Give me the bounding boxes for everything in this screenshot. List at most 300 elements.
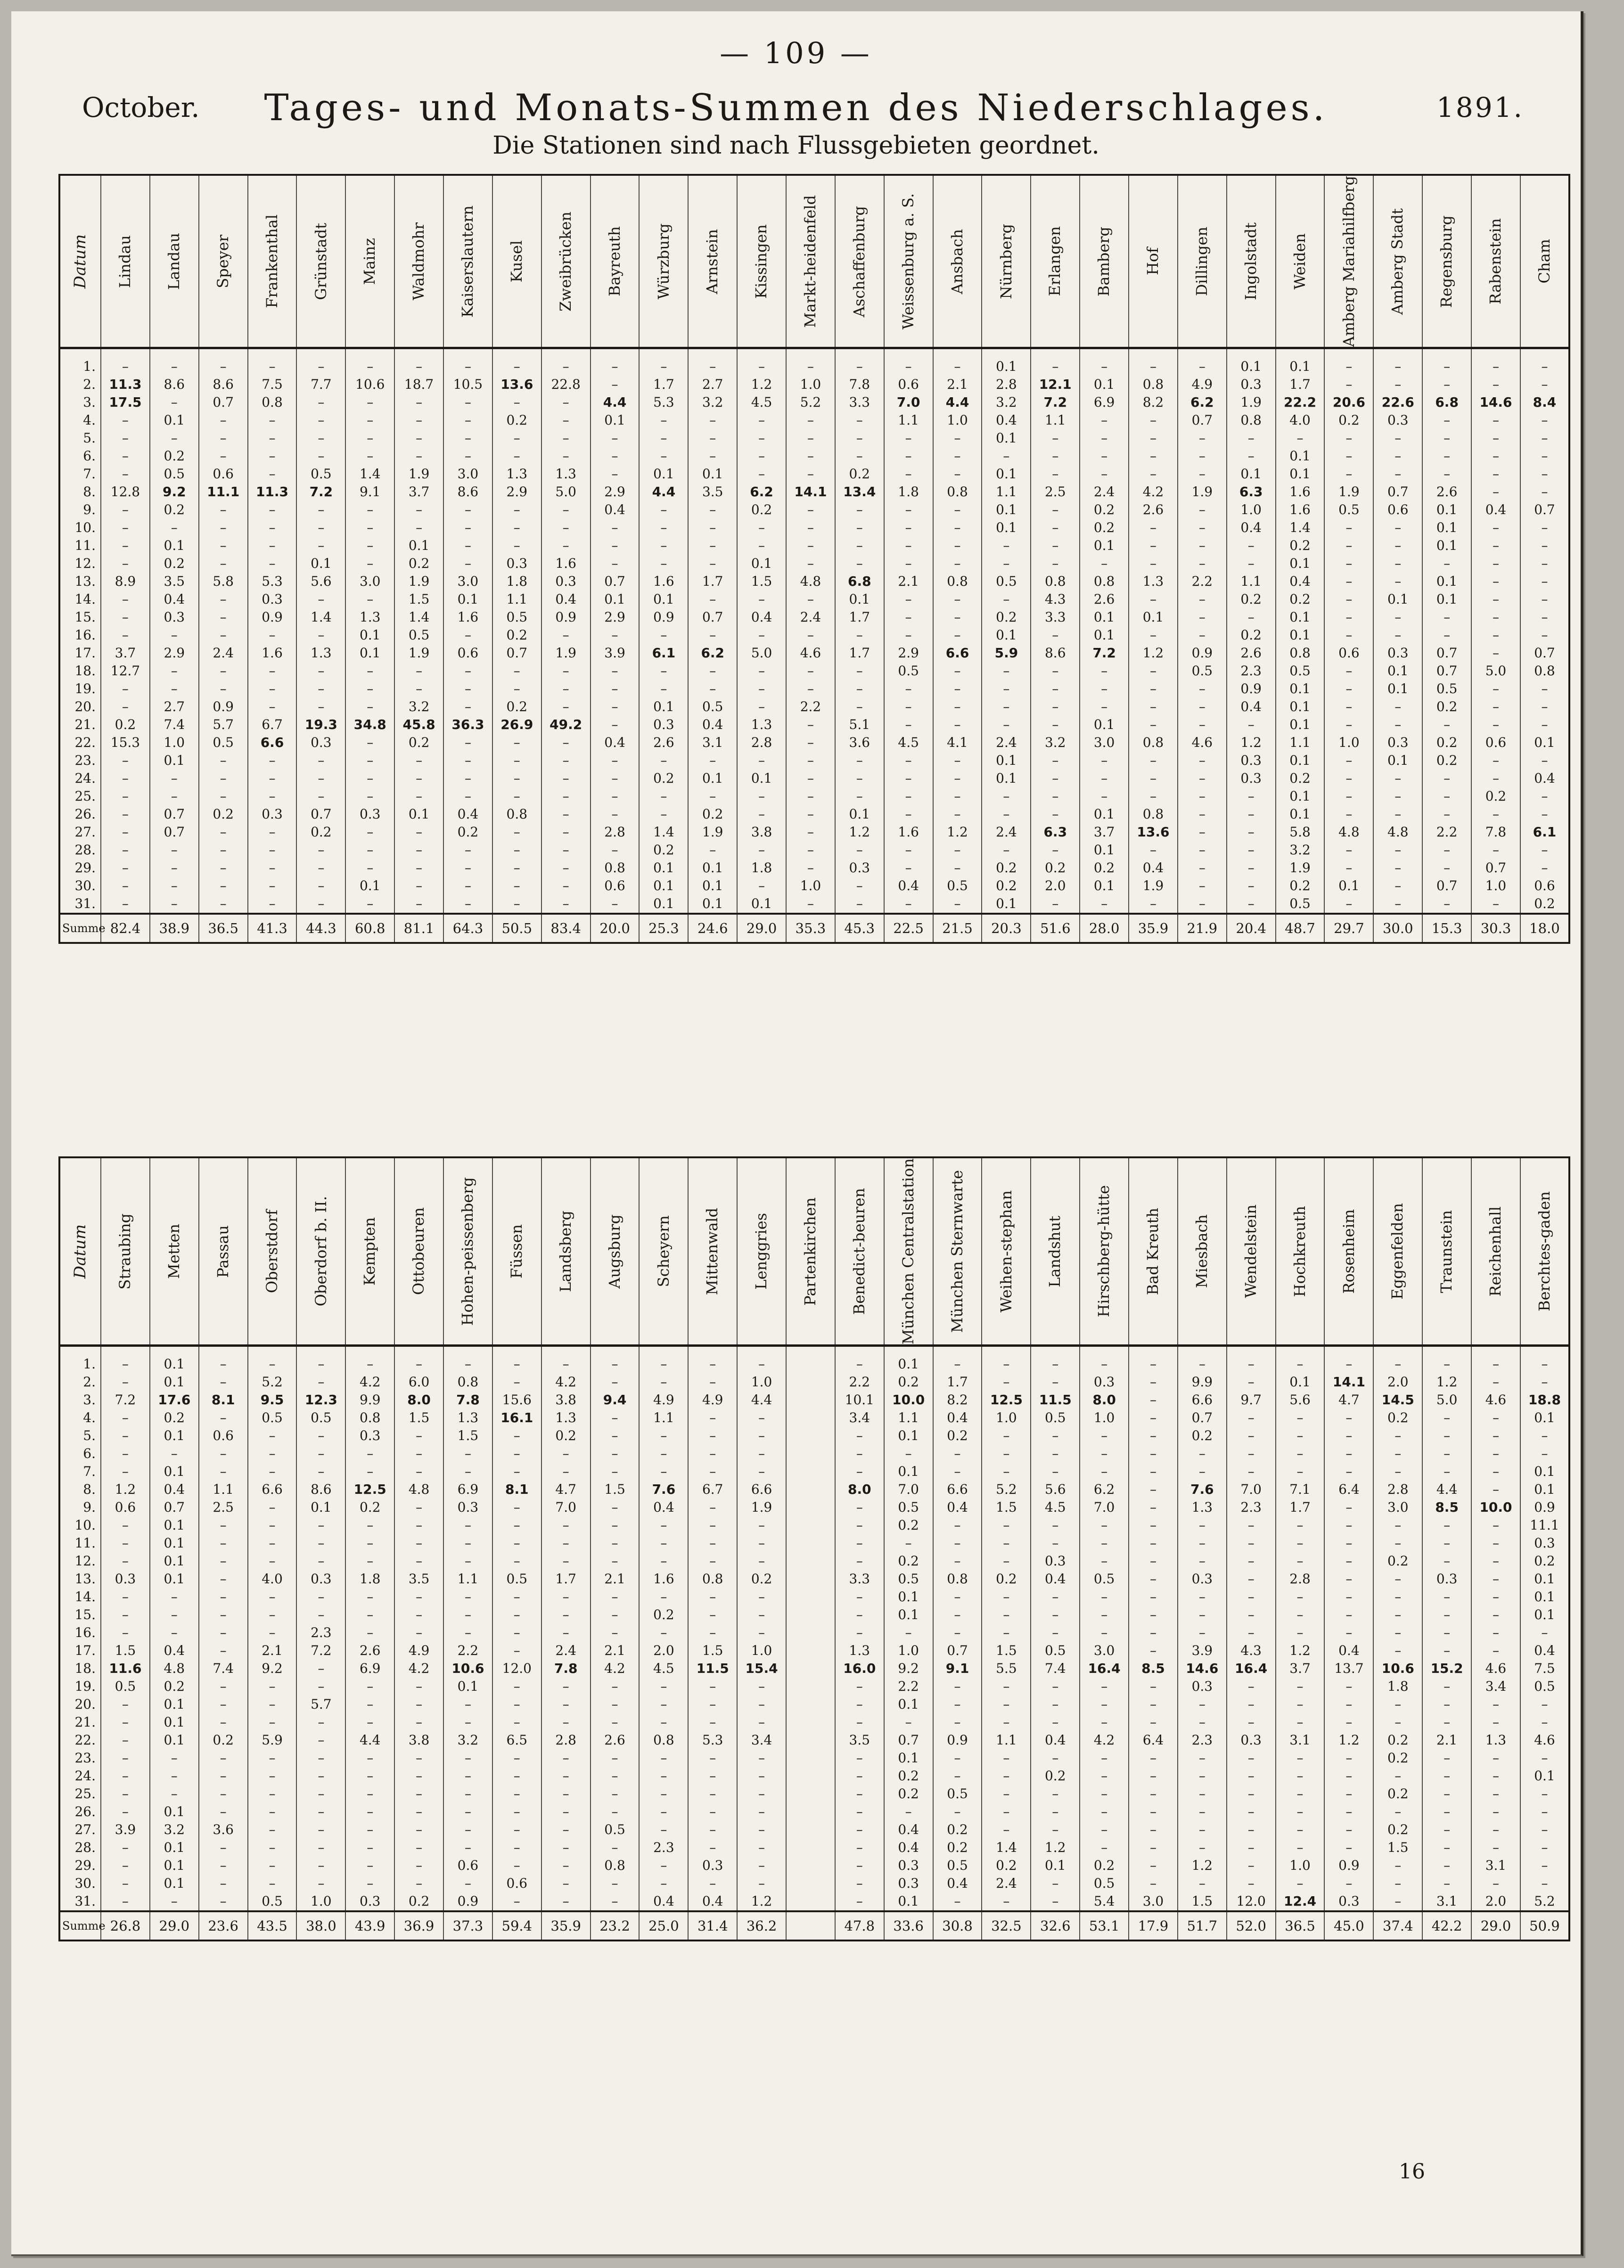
sum-cell: 28.0 [1080, 914, 1129, 943]
sum-cell: 29.0 [1471, 1911, 1520, 1940]
value-cell: 0.1 [639, 895, 688, 914]
page-title: Tages- und Monats-Summen des Niederschlages. [264, 87, 1328, 129]
value-cell: – [1520, 787, 1569, 805]
value-cell: – [296, 1660, 345, 1678]
table-row [59, 716, 1569, 734]
value-cell: – [345, 447, 394, 465]
value-cell: 0.4 [737, 608, 786, 626]
value-cell: – [394, 841, 443, 859]
value-cell: – [688, 841, 737, 859]
value-cell: 11.5 [1031, 1391, 1080, 1409]
value-cell: 0.2 [394, 1892, 443, 1911]
day-cell: 24. [74, 1768, 96, 1784]
value-cell: 14.1 [786, 483, 835, 501]
table-row [59, 1839, 1569, 1857]
value-cell: 2.2 [835, 1373, 884, 1391]
value-cell: – [443, 1606, 492, 1624]
value-cell: 1.9 [394, 573, 443, 590]
station-name: Mittenwald [703, 1207, 722, 1295]
table-row [59, 411, 1569, 429]
value-cell: 0.1 [639, 877, 688, 895]
value-cell: – [1227, 1445, 1276, 1463]
value-cell: 7.4 [1031, 1660, 1080, 1678]
value-cell: 0.2 [1080, 519, 1129, 537]
value-cell: – [394, 1588, 443, 1606]
day-cell: 8. [83, 1482, 96, 1498]
value-cell: 1.9 [1227, 393, 1276, 411]
value-cell: – [492, 1821, 541, 1839]
value-cell: – [1227, 1373, 1276, 1391]
value-cell: 0.5 [199, 734, 248, 752]
value-cell: – [492, 734, 541, 752]
value-cell: – [786, 348, 835, 376]
value-cell: 1.3 [1129, 573, 1178, 590]
value-cell: 0.4 [1520, 770, 1569, 787]
value-cell: – [1422, 1785, 1471, 1803]
value-cell: 0.5 [933, 1857, 982, 1875]
value-cell: – [1031, 1588, 1080, 1606]
value-cell: – [1031, 1695, 1080, 1713]
value-cell: – [639, 447, 688, 465]
value-cell: – [1080, 680, 1129, 698]
value-cell: 0.4 [1276, 573, 1325, 590]
value-cell: – [591, 662, 640, 680]
value-cell: 0.2 [1276, 537, 1325, 555]
value-cell: – [1471, 1373, 1520, 1391]
value-cell: – [541, 1606, 591, 1624]
value-cell: 0.1 [150, 1839, 199, 1857]
table-row [59, 823, 1569, 841]
value-cell: – [737, 1875, 786, 1892]
value-cell: 7.2 [296, 1642, 345, 1660]
value-cell: – [541, 348, 591, 376]
value-cell: – [933, 1695, 982, 1713]
value-cell: 0.1 [1276, 348, 1325, 376]
value-cell: 2.1 [591, 1642, 640, 1660]
value-cell: – [248, 519, 297, 537]
value-cell: – [248, 877, 297, 895]
value-cell: – [101, 1695, 150, 1713]
value-cell: – [1422, 376, 1471, 393]
value-cell: – [688, 555, 737, 573]
value-cell: – [1373, 537, 1422, 555]
value-cell: 0.1 [394, 805, 443, 823]
value-cell [786, 1373, 835, 1391]
value-cell: 4.0 [1276, 411, 1325, 429]
value-cell: – [1227, 1767, 1276, 1785]
value-cell: – [492, 393, 541, 411]
value-cell: 8.6 [296, 1481, 345, 1498]
value-cell: – [101, 590, 150, 608]
value-cell: 16.4 [1227, 1660, 1276, 1678]
value-cell: – [199, 1785, 248, 1803]
value-cell: – [688, 680, 737, 698]
value-cell: – [1031, 805, 1080, 823]
value-cell: 2.0 [1031, 877, 1080, 895]
value-cell: 3.0 [1129, 1892, 1178, 1911]
value-cell: – [591, 1749, 640, 1767]
value-cell: – [1324, 537, 1373, 555]
value-cell: – [835, 1427, 884, 1445]
value-cell: – [1080, 1606, 1129, 1624]
value-cell: 3.1 [688, 734, 737, 752]
value-cell: – [248, 895, 297, 914]
day-cell: 14. [74, 591, 96, 607]
value-cell: – [345, 734, 394, 752]
value-cell: – [296, 519, 345, 537]
value-cell: – [933, 1606, 982, 1624]
value-cell: – [150, 1624, 199, 1642]
value-cell: 4.5 [737, 393, 786, 411]
value-cell: – [394, 1516, 443, 1534]
value-cell: – [394, 770, 443, 787]
value-cell: – [248, 411, 297, 429]
value-cell: 0.1 [1373, 662, 1422, 680]
sum-cell: 20.4 [1227, 914, 1276, 943]
value-cell: – [1227, 1713, 1276, 1731]
value-cell: 1.1 [1227, 573, 1276, 590]
sum-label: Summe [59, 914, 101, 943]
value-cell: – [1080, 1427, 1129, 1445]
value-cell: – [786, 411, 835, 429]
value-cell: – [199, 680, 248, 698]
value-cell: 0.2 [1324, 411, 1373, 429]
value-cell: 0.5 [884, 662, 933, 680]
value-cell: 0.1 [1276, 608, 1325, 626]
value-cell: – [296, 626, 345, 644]
value-cell: 11.3 [248, 483, 297, 501]
value-cell: – [443, 1839, 492, 1857]
value-cell: – [835, 1767, 884, 1785]
value-cell: 4.0 [248, 1570, 297, 1588]
value-cell: 2.6 [591, 1731, 640, 1749]
value-cell: – [1178, 590, 1227, 608]
value-cell: – [1520, 1749, 1569, 1767]
value-cell: 1.2 [835, 823, 884, 841]
value-cell: – [1080, 411, 1129, 429]
value-cell: – [492, 680, 541, 698]
value-cell: – [835, 429, 884, 447]
value-cell: 5.3 [688, 1731, 737, 1749]
value-cell: – [1422, 1803, 1471, 1821]
value-cell: – [1227, 859, 1276, 877]
value-cell: 3.2 [1276, 841, 1325, 859]
value-cell: – [835, 787, 884, 805]
value-cell: – [199, 537, 248, 555]
value-cell: – [639, 1749, 688, 1767]
value-cell: 0.5 [884, 1498, 933, 1516]
day-cell: 5. [83, 1428, 96, 1444]
value-cell: 0.7 [150, 805, 199, 823]
value-cell: 0.5 [296, 465, 345, 483]
value-cell: 1.5 [101, 1642, 150, 1660]
value-cell: 0.1 [150, 752, 199, 770]
value-cell: 6.1 [1520, 823, 1569, 841]
value-cell: – [688, 626, 737, 644]
value-cell: 0.1 [982, 501, 1031, 519]
value-cell [786, 1391, 835, 1409]
value-cell: – [1324, 752, 1373, 770]
value-cell: 1.0 [1227, 501, 1276, 519]
value-cell: – [933, 1624, 982, 1642]
value-cell: 1.2 [737, 376, 786, 393]
value-cell: – [884, 608, 933, 626]
value-cell: – [884, 770, 933, 787]
value-cell [786, 1346, 835, 1374]
station-header [1129, 175, 1178, 348]
station-header [1178, 175, 1227, 348]
day-cell: 1. [83, 1356, 96, 1372]
value-cell: 3.2 [982, 393, 1031, 411]
value-cell: 3.5 [688, 483, 737, 501]
value-cell: – [786, 770, 835, 787]
value-cell: – [443, 1463, 492, 1481]
day-cell: 3. [83, 1392, 96, 1408]
value-cell: 3.7 [1080, 823, 1129, 841]
value-cell: – [982, 1346, 1031, 1374]
value-cell: – [933, 608, 982, 626]
value-cell: – [1080, 1767, 1129, 1785]
value-cell: – [492, 1346, 541, 1374]
value-cell: – [492, 895, 541, 914]
value-cell: – [1178, 752, 1227, 770]
value-cell: – [150, 1445, 199, 1463]
value-cell: 3.2 [1031, 734, 1080, 752]
value-cell: – [933, 1534, 982, 1552]
value-cell: – [345, 1875, 394, 1892]
value-cell: 1.4 [296, 608, 345, 626]
value-cell: – [296, 1516, 345, 1534]
value-cell: 0.1 [982, 429, 1031, 447]
value-cell: 3.1 [1422, 1892, 1471, 1911]
value-cell: – [1129, 698, 1178, 716]
value-cell: – [1471, 1749, 1520, 1767]
value-cell: – [492, 519, 541, 537]
table-row [59, 429, 1569, 447]
table-row [59, 573, 1569, 590]
value-cell: – [1178, 805, 1227, 823]
value-cell: 5.2 [248, 1373, 297, 1391]
value-cell: 7.2 [296, 483, 345, 501]
value-cell: – [1324, 608, 1373, 626]
value-cell: 1.1 [492, 590, 541, 608]
value-cell: 0.4 [639, 1892, 688, 1911]
value-cell: 7.6 [639, 1481, 688, 1498]
value-cell: – [1373, 1892, 1422, 1911]
value-cell: 6.4 [1324, 1481, 1373, 1498]
value-cell: – [443, 519, 492, 537]
value-cell: 0.4 [150, 590, 199, 608]
value-cell: – [591, 895, 640, 914]
value-cell: – [1129, 1588, 1178, 1606]
value-cell: 12.4 [1276, 1892, 1325, 1911]
value-cell: – [1471, 483, 1520, 501]
value-cell: 5.3 [248, 573, 297, 590]
value-cell: 0.2 [541, 1427, 591, 1445]
value-cell: – [737, 752, 786, 770]
value-cell: – [1324, 1785, 1373, 1803]
value-cell: 0.1 [835, 590, 884, 608]
station-header [1031, 175, 1080, 348]
value-cell: 7.4 [150, 716, 199, 734]
value-cell: – [1031, 1624, 1080, 1642]
value-cell: – [1227, 1346, 1276, 1374]
value-cell: 7.2 [1031, 393, 1080, 411]
value-cell: – [541, 1678, 591, 1695]
value-cell: 12.3 [296, 1391, 345, 1409]
value-cell: 0.1 [1227, 348, 1276, 376]
value-cell: 0.7 [150, 1498, 199, 1516]
value-cell: – [1080, 1534, 1129, 1552]
value-cell: 0.2 [639, 1606, 688, 1624]
value-cell: 3.2 [150, 1821, 199, 1839]
value-cell: 22.2 [1276, 393, 1325, 411]
value-cell: – [1373, 1588, 1422, 1606]
value-cell: 0.1 [1520, 1767, 1569, 1785]
value-cell: – [1520, 608, 1569, 626]
value-cell: – [541, 429, 591, 447]
value-cell: – [786, 537, 835, 555]
value-cell: – [1471, 680, 1520, 698]
table-row [59, 787, 1569, 805]
sum-cell: 35.9 [1129, 914, 1178, 943]
value-cell: – [933, 537, 982, 555]
value-cell: – [1422, 895, 1471, 914]
value-cell: 0.1 [982, 626, 1031, 644]
value-cell: 4.6 [1471, 1660, 1520, 1678]
value-cell: – [1178, 1346, 1227, 1374]
value-cell: – [1471, 1875, 1520, 1892]
value-cell: – [1520, 716, 1569, 734]
value-cell: – [1178, 841, 1227, 859]
value-cell: – [199, 608, 248, 626]
value-cell: 0.9 [1178, 644, 1227, 662]
value-cell: – [492, 752, 541, 770]
value-cell: – [639, 787, 688, 805]
value-cell: 0.4 [150, 1481, 199, 1498]
station-header [1178, 1157, 1227, 1346]
value-cell: – [1373, 573, 1422, 590]
value-cell: – [492, 537, 541, 555]
value-cell: – [688, 348, 737, 376]
value-cell: – [199, 429, 248, 447]
table-row [59, 1498, 1569, 1516]
value-cell: – [1080, 662, 1129, 680]
value-cell: – [1129, 1821, 1178, 1839]
value-cell: 0.8 [1080, 573, 1129, 590]
value-cell: – [199, 1409, 248, 1427]
value-cell: – [688, 537, 737, 555]
station-name: Straubing [116, 1213, 134, 1290]
value-cell: 7.5 [1520, 1660, 1569, 1678]
value-cell: – [1422, 1875, 1471, 1892]
value-cell: – [1178, 859, 1227, 877]
sum-cell: 50.9 [1520, 1911, 1569, 1940]
value-cell: 10.6 [345, 376, 394, 393]
value-cell: 0.1 [1324, 877, 1373, 895]
sum-cell: 60.8 [345, 914, 394, 943]
value-cell: 0.2 [394, 555, 443, 573]
station-header [835, 1157, 884, 1346]
station-header [1080, 175, 1129, 348]
value-cell: – [248, 626, 297, 644]
value-cell: 2.4 [982, 734, 1031, 752]
value-cell: 0.2 [1373, 1552, 1422, 1570]
value-cell: – [541, 805, 591, 823]
day-cell: 17. [74, 645, 96, 661]
value-cell: 1.2 [1227, 734, 1276, 752]
value-cell: – [1031, 698, 1080, 716]
value-cell: – [1031, 1821, 1080, 1839]
value-cell: 0.4 [591, 501, 640, 519]
value-cell: 5.4 [1080, 1892, 1129, 1911]
value-cell: 4.7 [1324, 1391, 1373, 1409]
value-cell: 0.2 [737, 1570, 786, 1588]
value-cell: 10.1 [835, 1391, 884, 1409]
value-cell: – [1129, 1498, 1178, 1516]
value-cell: – [1373, 787, 1422, 805]
value-cell: – [1422, 1857, 1471, 1875]
table-body [59, 1346, 1569, 1941]
value-cell: 0.3 [1324, 1892, 1373, 1911]
value-cell: – [101, 1713, 150, 1731]
value-cell: – [248, 501, 297, 519]
value-cell: 2.6 [1422, 483, 1471, 501]
value-cell: 8.6 [199, 376, 248, 393]
value-cell: – [345, 662, 394, 680]
value-cell: – [199, 1839, 248, 1857]
value-cell: – [737, 519, 786, 537]
value-cell: 1.7 [688, 573, 737, 590]
table-row [59, 1857, 1569, 1875]
value-cell: – [933, 348, 982, 376]
value-cell: – [443, 1534, 492, 1552]
value-cell: – [1471, 1695, 1520, 1713]
value-cell: – [639, 1803, 688, 1821]
station-header [1227, 175, 1276, 348]
value-cell: – [1227, 1463, 1276, 1481]
value-cell: – [199, 1857, 248, 1875]
value-cell: 1.5 [443, 1427, 492, 1445]
table-row [59, 626, 1569, 644]
value-cell: – [541, 411, 591, 429]
value-cell: – [1080, 787, 1129, 805]
value-cell: – [199, 877, 248, 895]
value-cell: 0.2 [884, 1785, 933, 1803]
value-cell: – [101, 752, 150, 770]
station-name: München Centralstation [899, 1158, 917, 1345]
value-cell: – [737, 1857, 786, 1875]
value-cell: 0.2 [639, 841, 688, 859]
value-cell: – [1276, 1678, 1325, 1695]
value-cell: 6.2 [1080, 1481, 1129, 1498]
value-cell: – [1227, 1875, 1276, 1892]
value-cell: 0.1 [150, 1731, 199, 1749]
value-cell: 7.0 [884, 1481, 933, 1498]
sum-cell: 29.7 [1324, 914, 1373, 943]
page-number: — 109 — [720, 36, 872, 70]
value-cell: – [1129, 1570, 1178, 1588]
value-cell: 0.2 [884, 1767, 933, 1785]
table-row [59, 348, 1569, 376]
value-cell: – [835, 877, 884, 895]
value-cell: – [1080, 555, 1129, 573]
value-cell: 0.1 [296, 555, 345, 573]
value-cell: 8.6 [443, 483, 492, 501]
station-name: Hof [1144, 247, 1162, 276]
value-cell: – [737, 805, 786, 823]
value-cell: – [1178, 698, 1227, 716]
